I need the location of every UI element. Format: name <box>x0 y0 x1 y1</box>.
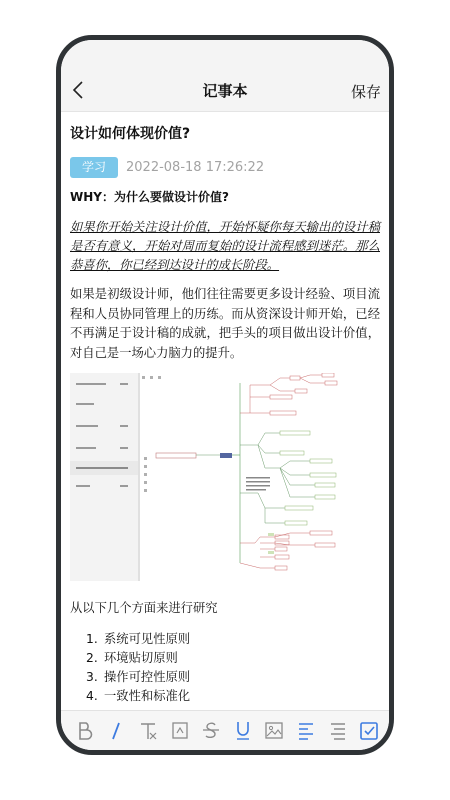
mindmap-image[interactable] <box>70 373 340 581</box>
quote-paragraph: 如果你开始关注设计价值，开始怀疑你每天输出的设计稿是否有意义，开始对周而复始的设计流程感到迷茫。那么恭喜你，你已经到达设计的成长阶段。 <box>70 220 380 272</box>
highlight-button[interactable] <box>169 719 191 743</box>
align-justify-icon <box>327 719 349 741</box>
mindmap-illustration <box>70 373 340 581</box>
research-intro: 从以下几个方面来进行研究 <box>70 601 218 615</box>
clear-format-icon <box>137 719 159 741</box>
list-item: 4. 一致性和标准化 <box>86 689 191 703</box>
list-item: 3. 操作可控性原则 <box>86 670 191 684</box>
strikethrough-button[interactable] <box>200 719 222 743</box>
chevron-left-icon <box>67 78 91 102</box>
nav-bar <box>61 70 389 112</box>
italic-button[interactable] <box>105 719 127 743</box>
section-heading: WHY：为什么要做设计价值? <box>70 190 229 204</box>
align-justify-button[interactable] <box>327 719 349 743</box>
clear-format-button[interactable] <box>137 719 159 743</box>
format-toolbar <box>61 710 389 750</box>
italic-icon <box>105 719 127 741</box>
body-paragraph: 如果是初级设计师，他们往往需要更多设计经验、项目流程和人员协同管理上的历练。而从资深设计师开始，已经不再满足于设计稿的成就，把手头的项目做出设计价值，对自己是一场心力脑力的提升。 <box>70 287 380 360</box>
align-left-icon <box>295 719 317 741</box>
bold-button[interactable] <box>74 719 96 743</box>
note-title[interactable]: 设计如何体现价值? <box>70 126 191 142</box>
back-button[interactable] <box>67 78 91 102</box>
page-title: 记事本 <box>202 82 248 100</box>
status-bar <box>61 40 389 70</box>
category-tag[interactable]: 学习 <box>70 157 118 178</box>
list-item: 2. 环境贴切原则 <box>86 651 178 665</box>
align-left-button[interactable] <box>295 719 317 743</box>
underline-icon <box>232 719 254 741</box>
note-datetime: 2022-08-18 17:26:22 <box>126 159 265 175</box>
insert-image-button[interactable] <box>263 719 285 743</box>
list-item: 1. 系统可见性原则 <box>86 632 191 646</box>
bold-icon <box>74 719 96 741</box>
principles-list <box>70 630 380 706</box>
checkbox-button[interactable] <box>358 719 380 743</box>
underline-button[interactable] <box>232 719 254 743</box>
strikethrough-icon <box>200 719 222 741</box>
phone-frame <box>56 35 394 755</box>
image-icon <box>263 719 285 741</box>
note-editor[interactable] <box>61 112 389 722</box>
highlight-icon <box>169 719 191 741</box>
checkbox-icon <box>358 719 380 741</box>
save-button[interactable]: 保存 <box>350 83 381 101</box>
note-meta <box>70 156 380 178</box>
